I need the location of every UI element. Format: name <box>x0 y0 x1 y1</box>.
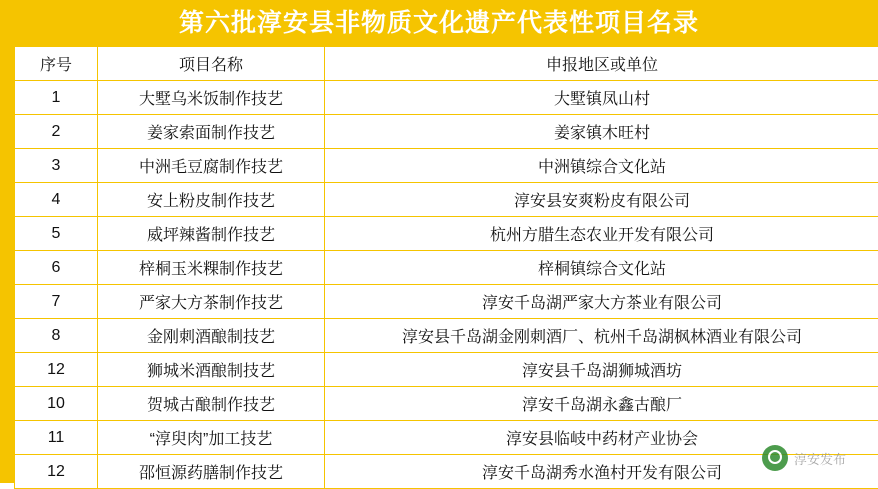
page-title: 第六批淳安县非物质文化遗产代表性项目名录 <box>179 11 699 36</box>
cell-project-name: 贺城古酿制作技艺 <box>98 387 325 421</box>
cell-region: 淳安县千岛湖金刚刺酒厂、杭州千岛湖枫林酒业有限公司 <box>325 319 878 353</box>
table-row <box>15 183 878 217</box>
cell-project-name: 邵恒源药膳制作技艺 <box>98 455 325 489</box>
cell-region: 淳安千岛湖严家大方茶业有限公司 <box>325 285 878 319</box>
table-row <box>15 115 878 149</box>
table-row <box>15 217 878 251</box>
cell-region: 淳安千岛湖秀水渔村开发有限公司 <box>325 455 878 489</box>
table-row <box>15 81 878 115</box>
cell-project-name: 中洲毛豆腐制作技艺 <box>98 149 325 183</box>
cell-project-name: 严家大方茶制作技艺 <box>98 285 325 319</box>
table-row <box>15 455 878 489</box>
cell-index: 2 <box>15 115 98 149</box>
cell-index: 7 <box>15 285 98 319</box>
cell-index: 5 <box>15 217 98 251</box>
cell-index: 10 <box>15 387 98 421</box>
table-row <box>15 149 878 183</box>
circle-logo-icon <box>762 445 788 471</box>
cell-index: 12 <box>15 455 98 489</box>
cell-region: 大墅镇凤山村 <box>325 81 878 115</box>
cell-project-name: “淳臾肉”加工技艺 <box>98 421 325 455</box>
cell-index: 11 <box>15 421 98 455</box>
cell-region: 梓桐镇综合文化站 <box>325 251 878 285</box>
cell-index: 6 <box>15 251 98 285</box>
cell-project-name: 姜家索面制作技艺 <box>98 115 325 149</box>
document-title-bar <box>14 0 864 46</box>
column-header-region: 申报地区或单位 <box>325 47 878 81</box>
table-row <box>15 251 878 285</box>
table-row <box>15 319 878 353</box>
watermark <box>762 445 846 471</box>
heritage-list-table <box>14 46 878 489</box>
table-row <box>15 387 878 421</box>
column-header-project-name: 项目名称 <box>98 47 325 81</box>
table-header-row <box>15 47 878 81</box>
table-row <box>15 421 878 455</box>
watermark-label: 淳安发布 <box>794 449 846 468</box>
cell-project-name: 安上粉皮制作技艺 <box>98 183 325 217</box>
cell-index: 12 <box>15 353 98 387</box>
cell-region: 杭州方腊生态农业开发有限公司 <box>325 217 878 251</box>
cell-region: 淳安县千岛湖狮城酒坊 <box>325 353 878 387</box>
cell-index: 8 <box>15 319 98 353</box>
table-row <box>15 353 878 387</box>
column-header-index: 序号 <box>15 47 98 81</box>
cell-project-name: 梓桐玉米粿制作技艺 <box>98 251 325 285</box>
cell-region: 淳安县临岐中药材产业协会 <box>325 421 878 455</box>
cell-region: 中洲镇综合文化站 <box>325 149 878 183</box>
cell-index: 4 <box>15 183 98 217</box>
cell-index: 1 <box>15 81 98 115</box>
cell-region: 姜家镇木旺村 <box>325 115 878 149</box>
cell-region: 淳安千岛湖永鑫古酿厂 <box>325 387 878 421</box>
cell-region: 淳安县安爽粉皮有限公司 <box>325 183 878 217</box>
table-row <box>15 285 878 319</box>
cell-project-name: 金刚刺酒酿制技艺 <box>98 319 325 353</box>
cell-project-name: 威坪辣酱制作技艺 <box>98 217 325 251</box>
cell-project-name: 大墅乌米饭制作技艺 <box>98 81 325 115</box>
cell-project-name: 狮城米酒酿制技艺 <box>98 353 325 387</box>
cell-index: 3 <box>15 149 98 183</box>
